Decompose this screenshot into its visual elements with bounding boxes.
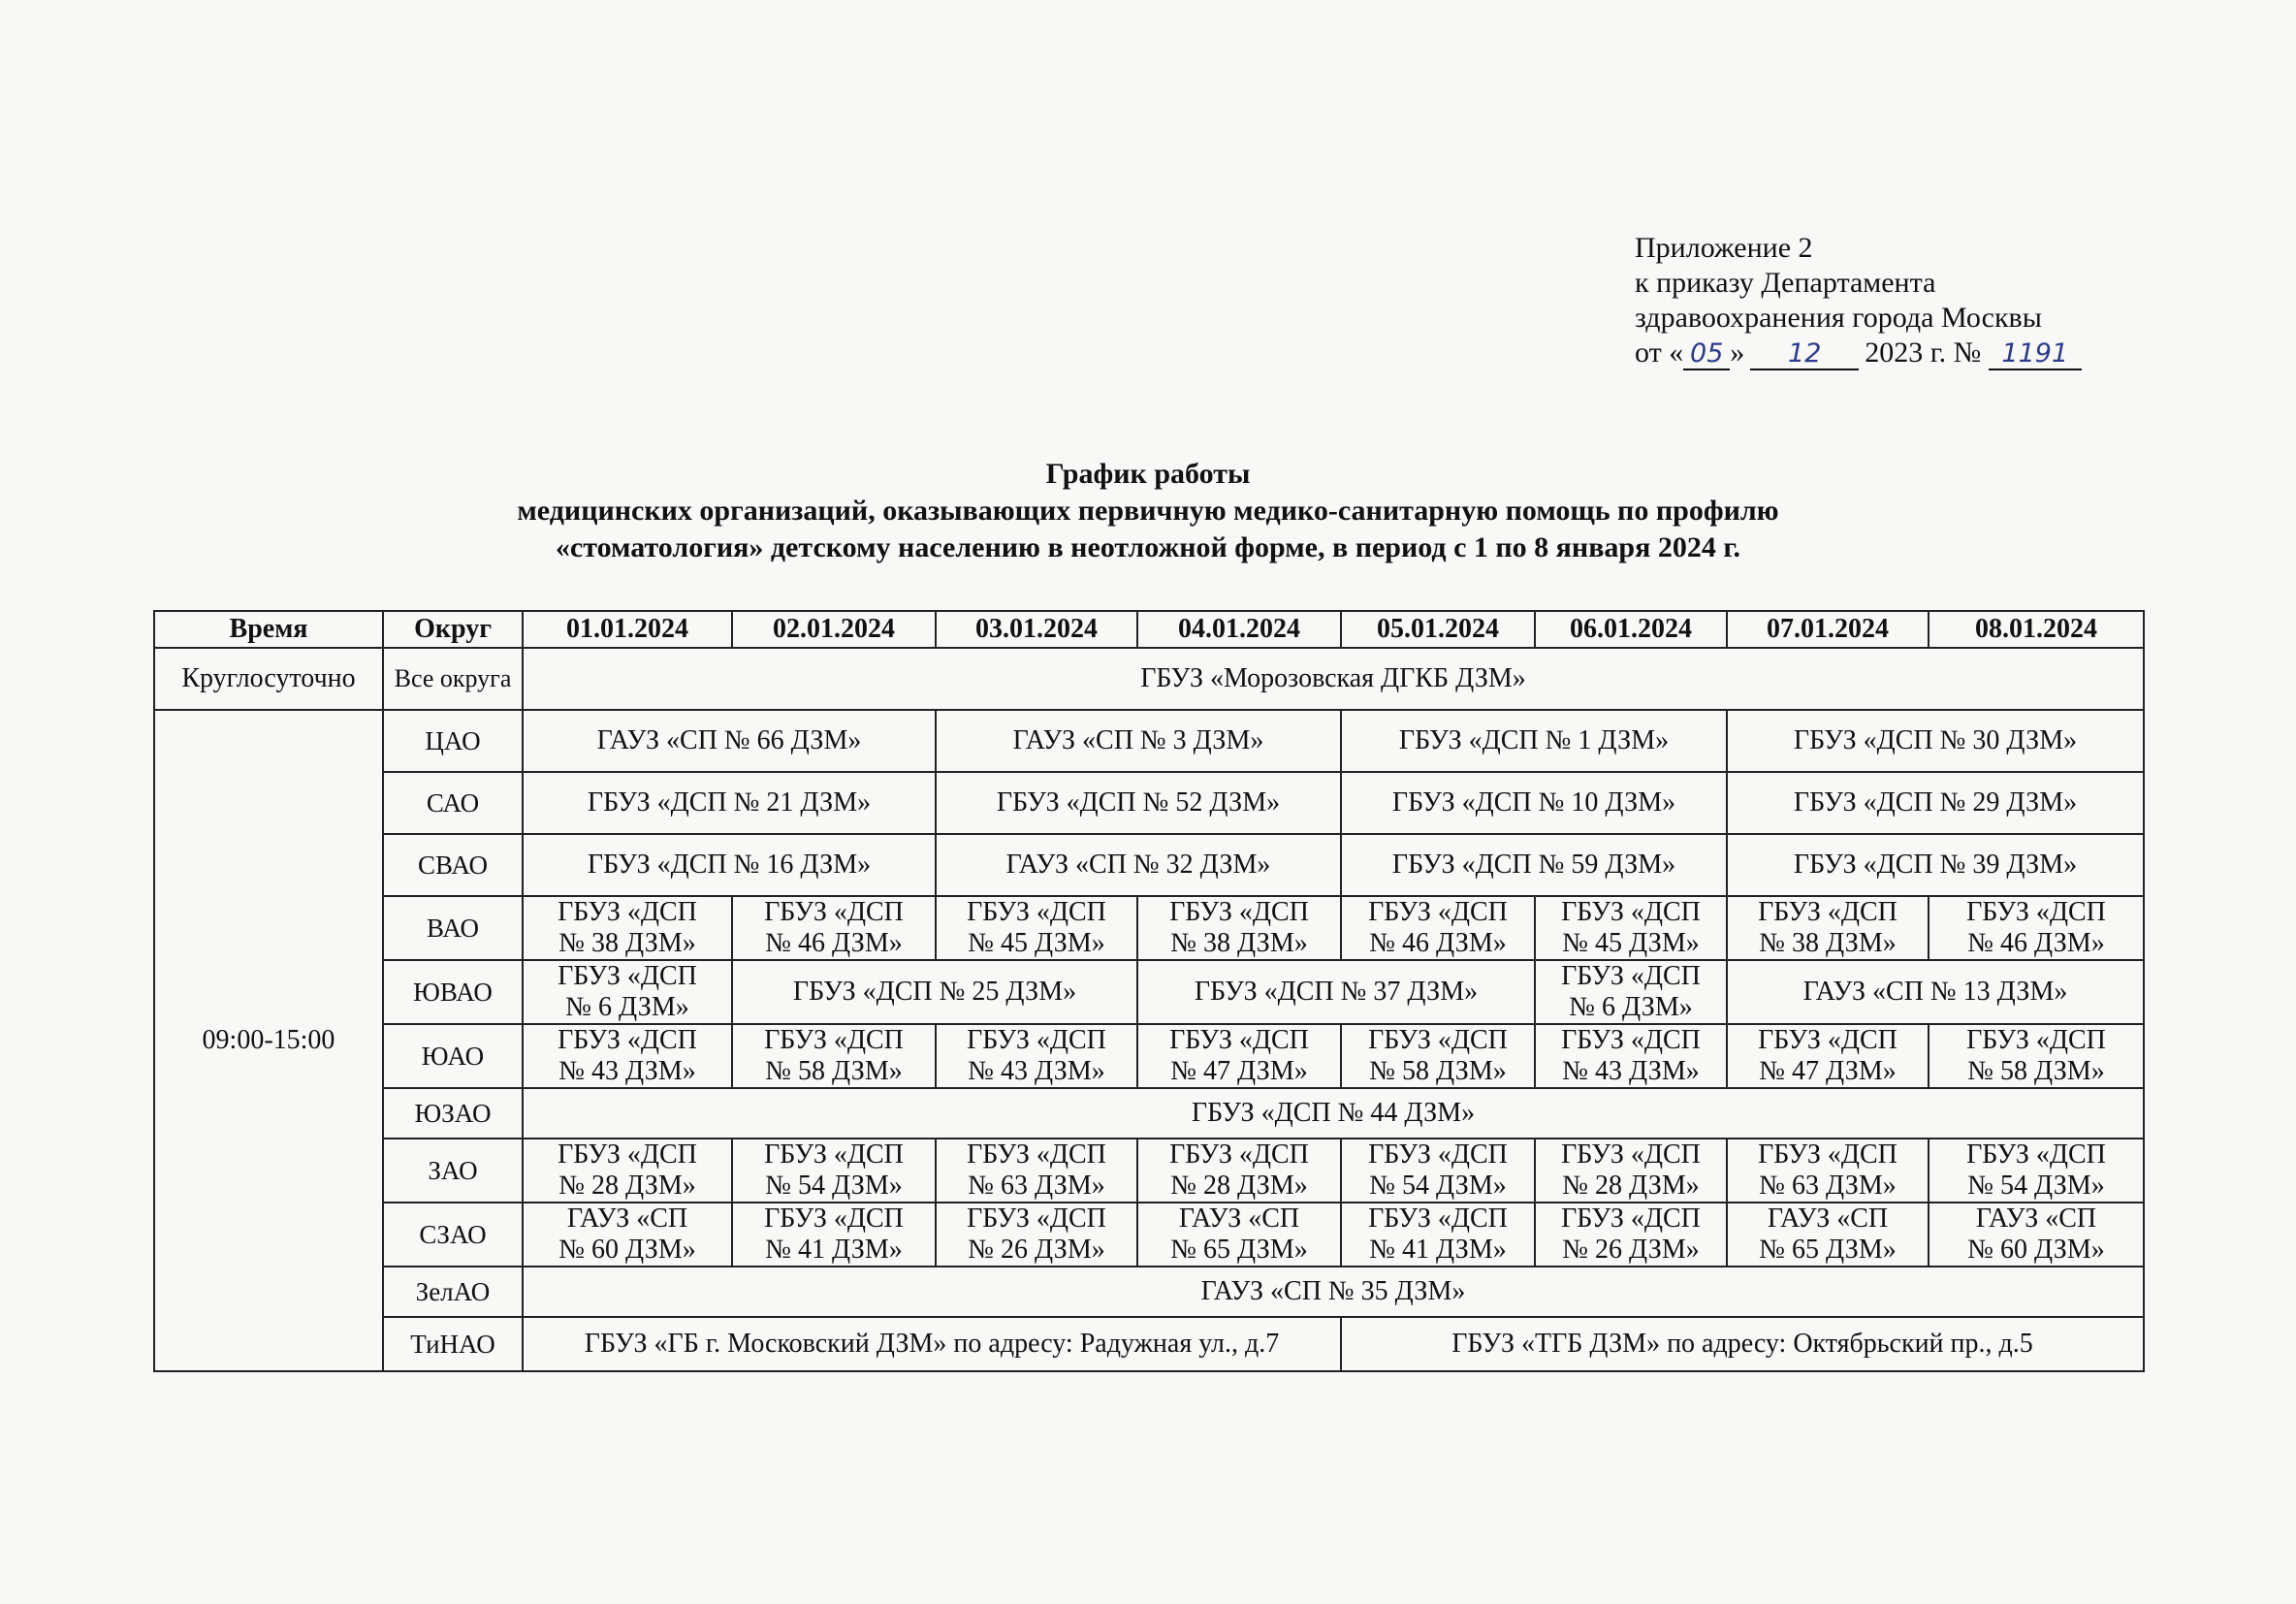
clinic-cell <box>523 960 732 1024</box>
clinic-line: ГБУЗ «ДСП <box>1561 897 1701 927</box>
clinic-line: ГБУЗ «ДСП <box>1758 897 1897 927</box>
clinic-cell <box>732 1024 936 1088</box>
clinic-cell: ГБУЗ «ГБ г. Московский ДЗМ» по адресу: Радужная ул., д.7 <box>523 1317 1341 1371</box>
district-cell: Все округа <box>383 648 523 710</box>
clinic-line: № 43 ДЗМ» <box>558 1056 696 1086</box>
clinic-line: ГБУЗ «ДСП <box>1561 1139 1701 1170</box>
title-line-2: медицинских организаций, оказывающих первичную медико-санитарную помощь по профилю <box>517 495 1779 527</box>
clinic-line: ГАУЗ «СП <box>1975 1203 2097 1234</box>
document-title <box>0 456 2296 566</box>
clinic-line: ГАУЗ «СП <box>1767 1203 1889 1234</box>
clinic-line: № 47 ДЗМ» <box>1759 1056 1897 1086</box>
clinic-line: ГБУЗ «ДСП <box>1368 1025 1508 1055</box>
clinic-line: № 45 ДЗМ» <box>1562 928 1700 958</box>
district-cell: СЗАО <box>383 1203 523 1267</box>
clinic-line: № 38 ДЗМ» <box>558 928 696 958</box>
clinic-line: № 45 ДЗМ» <box>968 928 1105 958</box>
district-cell: ЗАО <box>383 1139 523 1203</box>
clinic-line: № 38 ДЗМ» <box>1170 928 1308 958</box>
clinic-cell <box>523 1024 732 1088</box>
table-row <box>154 1267 2144 1317</box>
table-row <box>154 1088 2144 1139</box>
clinic-cell: ГАУЗ «СП № 32 ДЗМ» <box>936 834 1341 896</box>
header-cell: 02.01.2024 <box>732 611 936 648</box>
clinic-cell <box>1929 1024 2144 1088</box>
clinic-line: № 26 ДЗМ» <box>1562 1235 1700 1265</box>
clinic-cell: ГБУЗ «ДСП № 1 ДЗМ» <box>1341 710 1727 772</box>
clinic-line: ГБУЗ «ДСП <box>1169 1139 1309 1170</box>
clinic-line: ГБУЗ «ДСП <box>1368 897 1508 927</box>
clinic-line: ГБУЗ «ДСП <box>558 1139 697 1170</box>
district-cell: ТиНАО <box>383 1317 523 1371</box>
clinic-cell: ГБУЗ «ДСП № 37 ДЗМ» <box>1137 960 1535 1024</box>
table-row <box>154 710 2144 772</box>
clinic-cell <box>1535 896 1727 960</box>
clinic-line: ГБУЗ «ДСП <box>1966 897 2106 927</box>
table-row <box>154 960 2144 1024</box>
table-row <box>154 1317 2144 1371</box>
header-cell: Время <box>154 611 383 648</box>
clinic-cell <box>936 1203 1137 1267</box>
header-cell: 06.01.2024 <box>1535 611 1727 648</box>
header-cell: Округ <box>383 611 523 648</box>
clinic-cell <box>1535 1139 1727 1203</box>
clinic-line: № 58 ДЗМ» <box>1369 1056 1507 1086</box>
clinic-cell <box>732 1139 936 1203</box>
header-row <box>154 611 2144 648</box>
appendix-block <box>1635 231 2082 370</box>
clinic-line: № 54 ДЗМ» <box>1967 1171 2105 1201</box>
clinic-line: № 46 ДЗМ» <box>1369 928 1507 958</box>
header-cell: 05.01.2024 <box>1341 611 1535 648</box>
clinic-line: ГБУЗ «ДСП <box>764 1139 904 1170</box>
table-row <box>154 896 2144 960</box>
table-row <box>154 1024 2144 1088</box>
clinic-cell <box>1929 896 2144 960</box>
clinic-cell <box>1137 1024 1341 1088</box>
clinic-cell: ГБУЗ «ДСП № 16 ДЗМ» <box>523 834 936 896</box>
clinic-cell: ГБУЗ «ДСП № 52 ДЗМ» <box>936 772 1341 834</box>
table-row <box>154 772 2144 834</box>
clinic-cell <box>1341 1203 1535 1267</box>
district-cell: ЮВАО <box>383 960 523 1024</box>
clinic-line: ГАУЗ «СП <box>566 1203 688 1234</box>
clinic-line: ГБУЗ «ДСП <box>1561 1025 1701 1055</box>
district-cell: ЗелАО <box>383 1267 523 1317</box>
clinic-line: ГБУЗ «ДСП <box>1758 1025 1897 1055</box>
clinic-cell: ГБУЗ «ДСП № 21 ДЗМ» <box>523 772 936 834</box>
clinic-line: № 46 ДЗМ» <box>765 928 903 958</box>
clinic-cell: ГБУЗ «ДСП № 59 ДЗМ» <box>1341 834 1727 896</box>
clinic-cell: ГБУЗ «ДСП № 39 ДЗМ» <box>1727 834 2144 896</box>
clinic-cell <box>1727 1139 1929 1203</box>
clinic-cell <box>1535 1024 1727 1088</box>
clinic-line: № 63 ДЗМ» <box>968 1171 1105 1201</box>
clinic-line: ГБУЗ «ДСП <box>558 897 697 927</box>
clinic-line: № 65 ДЗМ» <box>1759 1235 1897 1265</box>
district-cell: СВАО <box>383 834 523 896</box>
clinic-line: № 38 ДЗМ» <box>1759 928 1897 958</box>
order-day: 05 <box>1683 339 1730 370</box>
time-cell: Круглосуточно <box>154 648 383 710</box>
header-cell: 04.01.2024 <box>1137 611 1341 648</box>
clinic-line: ГБУЗ «ДСП <box>1169 1025 1309 1055</box>
clinic-line: ГБУЗ «ДСП <box>967 1139 1106 1170</box>
clinic-cell <box>1929 1139 2144 1203</box>
clinic-cell <box>523 896 732 960</box>
clinic-line: ГБУЗ «ДСП <box>1368 1203 1508 1234</box>
clinic-line: № 60 ДЗМ» <box>558 1235 696 1265</box>
header-cell: 07.01.2024 <box>1727 611 1929 648</box>
title-line-3: «стоматология» детскому населению в неотложной форме, в период с 1 по 8 января 2024 г. <box>555 531 1741 563</box>
title-line-1: График работы <box>1045 458 1251 490</box>
clinic-line: № 43 ДЗМ» <box>968 1056 1105 1086</box>
clinic-line: ГБУЗ «ДСП <box>1561 961 1701 991</box>
order-prefix: от « <box>1635 337 1684 369</box>
clinic-line: № 28 ДЗМ» <box>558 1171 696 1201</box>
district-cell: ЦАО <box>383 710 523 772</box>
clinic-cell: ГБУЗ «ДСП № 29 ДЗМ» <box>1727 772 2144 834</box>
clinic-cell <box>1137 1203 1341 1267</box>
clinic-line: ГБУЗ «ДСП <box>558 1025 697 1055</box>
clinic-line: ГБУЗ «ДСП <box>1368 1139 1508 1170</box>
table-row <box>154 834 2144 896</box>
table-row <box>154 1203 2144 1267</box>
clinic-cell <box>1535 1203 1727 1267</box>
clinic-cell: ГАУЗ «СП № 35 ДЗМ» <box>523 1267 2144 1317</box>
clinic-line: № 47 ДЗМ» <box>1170 1056 1308 1086</box>
clinic-cell: ГАУЗ «СП № 13 ДЗМ» <box>1727 960 2144 1024</box>
header-cell: 01.01.2024 <box>523 611 732 648</box>
clinic-line: № 58 ДЗМ» <box>1967 1056 2105 1086</box>
district-cell: САО <box>383 772 523 834</box>
order-number: 1191 <box>1989 339 2082 370</box>
clinic-line: № 54 ДЗМ» <box>765 1171 903 1201</box>
clinic-cell <box>1341 1139 1535 1203</box>
clinic-line: № 63 ДЗМ» <box>1759 1171 1897 1201</box>
clinic-cell <box>732 896 936 960</box>
clinic-line: № 41 ДЗМ» <box>1369 1235 1507 1265</box>
clinic-cell: ГБУЗ «ДСП № 44 ДЗМ» <box>523 1088 2144 1139</box>
clinic-cell <box>1137 896 1341 960</box>
clinic-cell <box>1929 1203 2144 1267</box>
appendix-line-3: здравоохранения города Москвы <box>1635 302 2042 334</box>
clinic-line: ГБУЗ «ДСП <box>1966 1025 2106 1055</box>
clinic-line: № 41 ДЗМ» <box>765 1235 903 1265</box>
appendix-line-2: к приказу Департамента <box>1635 267 1936 299</box>
time-cell: 09:00-15:00 <box>154 710 383 1371</box>
clinic-cell: ГБУЗ «ДСП № 30 ДЗМ» <box>1727 710 2144 772</box>
clinic-cell <box>1727 1024 1929 1088</box>
clinic-line: ГБУЗ «ДСП <box>1169 897 1309 927</box>
clinic-line: № 6 ДЗМ» <box>1569 992 1693 1022</box>
clinic-line: ГБУЗ «ДСП <box>558 961 697 991</box>
clinic-cell <box>1137 1139 1341 1203</box>
clinic-line: ГБУЗ «ДСП <box>967 1203 1106 1234</box>
order-year: 2023 г. № <box>1865 337 1982 369</box>
clinic-cell <box>1341 1024 1535 1088</box>
clinic-line: ГБУЗ «ДСП <box>764 897 904 927</box>
clinic-cell: ГБУЗ «ДСП № 25 ДЗМ» <box>732 960 1137 1024</box>
clinic-line: ГБУЗ «ДСП <box>967 1025 1106 1055</box>
clinic-cell <box>523 1203 732 1267</box>
schedule-table <box>153 610 2145 1372</box>
clinic-line: № 6 ДЗМ» <box>565 992 689 1022</box>
clinic-line: ГБУЗ «ДСП <box>967 897 1106 927</box>
clinic-cell: ГАУЗ «СП № 3 ДЗМ» <box>936 710 1341 772</box>
clinic-cell: ГБУЗ «ТГБ ДЗМ» по адресу: Октябрьский пр., д.5 <box>1341 1317 2144 1371</box>
clinic-cell: ГБУЗ «ДСП № 10 ДЗМ» <box>1341 772 1727 834</box>
clinic-line: ГБУЗ «ДСП <box>764 1203 904 1234</box>
table-row <box>154 1139 2144 1203</box>
clinic-line: ГБУЗ «ДСП <box>1561 1203 1701 1234</box>
clinic-line: № 65 ДЗМ» <box>1170 1235 1308 1265</box>
round-clock-row <box>154 648 2144 710</box>
clinic-cell <box>1727 896 1929 960</box>
clinic-line: ГБУЗ «ДСП <box>764 1025 904 1055</box>
order-month: 12 <box>1750 339 1859 370</box>
clinic-cell <box>936 1139 1137 1203</box>
clinic-line: № 46 ДЗМ» <box>1967 928 2105 958</box>
clinic-line: № 60 ДЗМ» <box>1967 1235 2105 1265</box>
clinic-line: № 54 ДЗМ» <box>1369 1171 1507 1201</box>
order-line <box>1635 336 2082 370</box>
order-mid: » <box>1730 337 1745 369</box>
clinic-line: № 43 ДЗМ» <box>1562 1056 1700 1086</box>
clinic-cell <box>936 1024 1137 1088</box>
clinic-line: № 58 ДЗМ» <box>765 1056 903 1086</box>
clinic-cell <box>1341 896 1535 960</box>
clinic-line: № 28 ДЗМ» <box>1562 1171 1700 1201</box>
clinic-line: ГАУЗ «СП <box>1178 1203 1300 1234</box>
clinic-line: ГБУЗ «ДСП <box>1758 1139 1897 1170</box>
header-cell: 08.01.2024 <box>1929 611 2144 648</box>
district-cell: ЮАО <box>383 1024 523 1088</box>
appendix-line-1: Приложение 2 <box>1635 232 1813 264</box>
clinic-cell <box>1727 1203 1929 1267</box>
clinic-cell <box>523 1139 732 1203</box>
clinic-cell: ГБУЗ «Морозовская ДГКБ ДЗМ» <box>523 648 2144 710</box>
clinic-line: № 28 ДЗМ» <box>1170 1171 1308 1201</box>
district-cell: ВАО <box>383 896 523 960</box>
clinic-cell <box>1535 960 1727 1024</box>
header-cell: 03.01.2024 <box>936 611 1137 648</box>
clinic-cell: ГАУЗ «СП № 66 ДЗМ» <box>523 710 936 772</box>
clinic-line: № 26 ДЗМ» <box>968 1235 1105 1265</box>
clinic-cell <box>936 896 1137 960</box>
clinic-cell <box>732 1203 936 1267</box>
clinic-line: ГБУЗ «ДСП <box>1966 1139 2106 1170</box>
district-cell: ЮЗАО <box>383 1088 523 1139</box>
